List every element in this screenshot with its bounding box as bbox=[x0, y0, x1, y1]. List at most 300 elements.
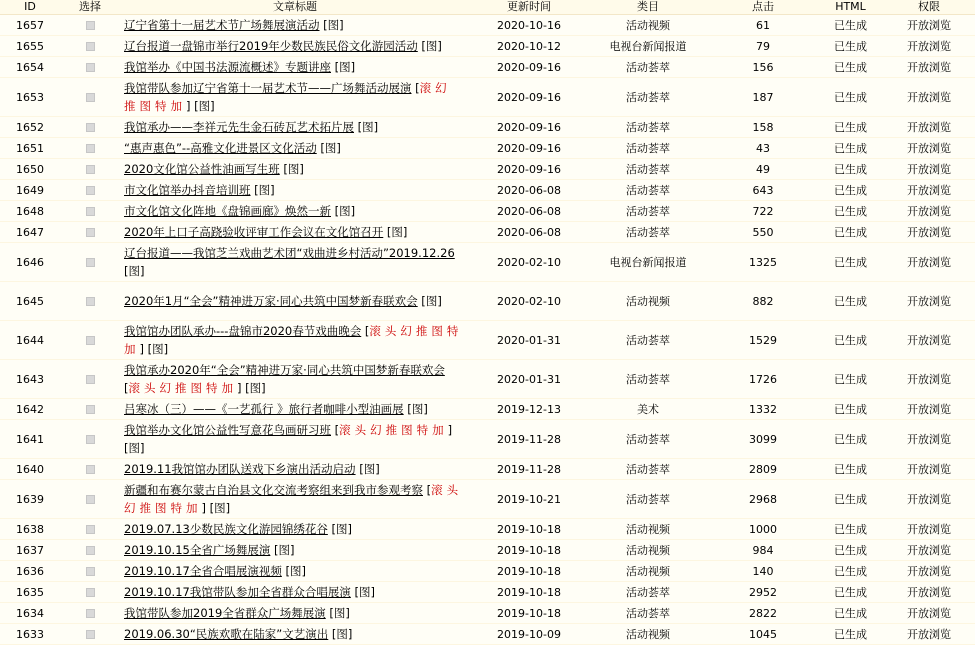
image-tag-link[interactable]: 图 bbox=[339, 204, 351, 218]
image-tag-link[interactable]: 图 bbox=[287, 162, 300, 176]
table-row bbox=[0, 15, 975, 36]
row-title-cell bbox=[120, 603, 470, 624]
image-tag-link[interactable]: 图 bbox=[336, 627, 348, 641]
row-title-cell bbox=[120, 243, 470, 282]
table-row bbox=[0, 180, 975, 201]
row-id: 1649 bbox=[0, 180, 60, 201]
table-body bbox=[0, 15, 975, 645]
row-title-cell bbox=[120, 36, 470, 57]
header-category: 类目 bbox=[588, 0, 708, 15]
row-time: 2019-10-18 bbox=[470, 561, 588, 582]
row-select-cell bbox=[60, 519, 120, 540]
row-title-cell bbox=[120, 582, 470, 603]
row-title-cell bbox=[120, 159, 470, 180]
row-category: 活动荟萃 bbox=[588, 360, 708, 399]
row-checkbox[interactable] bbox=[86, 165, 95, 174]
article-title-link[interactable]: 2019.10.17全省合唱展演视频 bbox=[124, 564, 282, 578]
row-html-status: 已生成 bbox=[818, 222, 883, 243]
row-select-cell bbox=[60, 222, 120, 243]
row-title-cell bbox=[120, 201, 470, 222]
row-permission: 开放浏览 bbox=[883, 519, 975, 540]
row-select-cell bbox=[60, 360, 120, 399]
row-permission: 开放浏览 bbox=[883, 561, 975, 582]
row-html-status: 已生成 bbox=[818, 78, 883, 117]
image-tag-link[interactable]: 图 bbox=[327, 18, 340, 32]
row-time: 2019-11-28 bbox=[470, 420, 588, 459]
article-title-link[interactable]: 2019.10.17我馆带队参加全省群众合唱展演 bbox=[124, 585, 351, 599]
row-id: 1644 bbox=[0, 321, 60, 360]
row-title-cell bbox=[120, 624, 470, 645]
header-select: 选择 bbox=[60, 0, 120, 15]
row-permission: 开放浏览 bbox=[883, 540, 975, 561]
row-category: 活动荟萃 bbox=[588, 201, 708, 222]
row-time: 2020-09-16 bbox=[470, 138, 588, 159]
article-title-link[interactable]: 2020年上口子高跷验收评审工作会议在文化馆召开 bbox=[124, 225, 384, 239]
image-tag-link[interactable]: 图 bbox=[425, 39, 438, 53]
row-title-cell bbox=[120, 138, 470, 159]
table-row bbox=[0, 201, 975, 222]
row-title-cell: 新疆和布赛尔蒙古自治县文化交流考察组来到我市参观考察 [滚头幻推图特加] [图] bbox=[120, 480, 470, 519]
image-tag: [图] bbox=[190, 99, 215, 113]
row-category: 活动荟萃 bbox=[588, 321, 708, 360]
row-html-status: 已生成 bbox=[818, 180, 883, 201]
table-row bbox=[0, 321, 975, 360]
row-category: 活动视频 bbox=[588, 15, 708, 36]
row-checkbox[interactable] bbox=[86, 609, 95, 618]
row-title-cell: 我馆承办2020年“全会”精神进万家·同心共筑中国梦新春联欢会 [滚头幻推图特加] [图] bbox=[120, 360, 470, 399]
row-checkbox[interactable] bbox=[86, 567, 95, 576]
row-title-cell bbox=[120, 540, 470, 561]
row-id: 1657 bbox=[0, 15, 60, 36]
row-permission: 开放浏览 bbox=[883, 117, 975, 138]
row-clicks: 140 bbox=[708, 561, 818, 582]
row-checkbox[interactable] bbox=[86, 405, 95, 414]
row-clicks: 2822 bbox=[708, 603, 818, 624]
table-row bbox=[0, 519, 975, 540]
row-time: 2019-10-09 bbox=[470, 624, 588, 645]
image-tag-link[interactable]: 图 bbox=[336, 522, 348, 536]
article-title-link[interactable]: 2019.11我馆馆办团队送戏下乡演出活动启动 bbox=[124, 462, 356, 476]
image-tag: [图] bbox=[124, 264, 145, 278]
row-time: 2020-09-16 bbox=[470, 78, 588, 117]
article-title-link[interactable]: 市文化馆文化阵地《盘锦画廊》焕然一新 bbox=[124, 204, 331, 218]
row-clicks: 643 bbox=[708, 180, 818, 201]
row-clicks: 187 bbox=[708, 78, 818, 117]
row-checkbox[interactable] bbox=[86, 42, 95, 51]
table-row bbox=[0, 582, 975, 603]
image-tag: [图] bbox=[328, 627, 353, 641]
row-permission: 开放浏览 bbox=[883, 603, 975, 624]
row-id: 1648 bbox=[0, 201, 60, 222]
row-html-status: 已生成 bbox=[818, 138, 883, 159]
table-row bbox=[0, 117, 975, 138]
image-tag-link[interactable]: 图 bbox=[362, 120, 374, 134]
table-row bbox=[0, 159, 975, 180]
row-permission: 开放浏览 bbox=[883, 420, 975, 459]
row-html-status: 已生成 bbox=[818, 519, 883, 540]
article-title-link[interactable]: 我馆带队参加2019全省群众广场舞展演 bbox=[124, 606, 326, 620]
article-title-link[interactable]: 我馆带队参加辽宁省第十一届艺术节——广场舞活动展演 bbox=[124, 81, 412, 95]
row-id: 1635 bbox=[0, 582, 60, 603]
row-checkbox[interactable] bbox=[86, 93, 95, 102]
row-id: 1652 bbox=[0, 117, 60, 138]
image-tag-link[interactable]: 图 bbox=[198, 99, 211, 113]
row-checkbox[interactable] bbox=[86, 495, 95, 504]
image-tag-link[interactable]: 图 bbox=[214, 501, 226, 515]
row-select-cell bbox=[60, 180, 120, 201]
table-row bbox=[0, 360, 975, 399]
row-clicks: 722 bbox=[708, 201, 818, 222]
image-tag-link[interactable]: 图 bbox=[363, 462, 376, 476]
image-tag: [图] bbox=[325, 606, 350, 620]
row-clicks: 1332 bbox=[708, 399, 818, 420]
row-permission: 开放浏览 bbox=[883, 57, 975, 78]
scroll-flag: 滚幻推图特加 bbox=[124, 81, 451, 113]
row-clicks: 158 bbox=[708, 117, 818, 138]
image-tag: [图] bbox=[331, 60, 356, 74]
row-checkbox[interactable] bbox=[86, 258, 95, 267]
image-tag: [图] bbox=[350, 585, 375, 599]
table-row bbox=[0, 420, 975, 459]
row-clicks: 61 bbox=[708, 15, 818, 36]
image-tag: [图] bbox=[417, 294, 442, 308]
article-title-link[interactable]: 市文化馆举办抖音培训班 bbox=[124, 183, 251, 197]
table-row bbox=[0, 399, 975, 420]
image-tag: [图] bbox=[281, 564, 306, 578]
row-select-cell bbox=[60, 624, 120, 645]
table-row bbox=[0, 57, 975, 78]
row-select-cell bbox=[60, 459, 120, 480]
row-html-status: 已生成 bbox=[818, 603, 883, 624]
row-select-cell bbox=[60, 420, 120, 459]
row-html-status: 已生成 bbox=[818, 540, 883, 561]
row-html-status: 已生成 bbox=[818, 159, 883, 180]
scroll-flag: 滚头幻推图特加 bbox=[339, 423, 448, 437]
article-title-link[interactable]: 我馆馆办团队承办---盘锦市2020春节戏曲晚会 bbox=[124, 324, 362, 338]
row-title-cell bbox=[120, 561, 470, 582]
row-time: 2019-10-18 bbox=[470, 603, 588, 624]
row-category: 电视台新闻报道 bbox=[588, 36, 708, 57]
image-tag: [图] bbox=[383, 225, 408, 239]
row-time: 2019-10-18 bbox=[470, 582, 588, 603]
row-clicks: 49 bbox=[708, 159, 818, 180]
row-id: 1643 bbox=[0, 360, 60, 399]
row-select-cell bbox=[60, 399, 120, 420]
row-html-status: 已生成 bbox=[818, 459, 883, 480]
row-category: 活动视频 bbox=[588, 561, 708, 582]
row-id: 1636 bbox=[0, 561, 60, 582]
row-select-cell bbox=[60, 243, 120, 282]
row-id: 1633 bbox=[0, 624, 60, 645]
row-permission: 开放浏览 bbox=[883, 243, 975, 282]
article-title-link[interactable]: 我馆承办——李祥元先生金石砖瓦艺术拓片展 bbox=[124, 120, 354, 134]
image-tag: [图] bbox=[319, 18, 344, 32]
row-clicks: 1726 bbox=[708, 360, 818, 399]
row-category: 电视台新闻报道 bbox=[588, 243, 708, 282]
article-title-link[interactable]: 2019.10.15全省广场舞展演 bbox=[124, 543, 271, 557]
image-tag: [图] bbox=[331, 204, 356, 218]
image-tag-link[interactable]: 图 bbox=[324, 141, 337, 155]
row-title-cell bbox=[120, 519, 470, 540]
article-title-link[interactable]: 我馆举办文化馆公益性写意花鸟画研习班 bbox=[124, 423, 331, 437]
row-permission: 开放浏览 bbox=[883, 480, 975, 519]
row-clicks: 1045 bbox=[708, 624, 818, 645]
row-category: 活动荟萃 bbox=[588, 222, 708, 243]
row-checkbox[interactable] bbox=[86, 21, 95, 30]
row-html-status: 已生成 bbox=[818, 282, 883, 321]
image-tag-link[interactable]: 图 bbox=[339, 60, 351, 74]
table-header-row bbox=[0, 0, 975, 15]
row-id: 1645 bbox=[0, 282, 60, 321]
row-checkbox[interactable] bbox=[86, 207, 95, 216]
row-permission: 开放浏览 bbox=[883, 399, 975, 420]
image-tag-link[interactable]: 图 bbox=[278, 543, 290, 557]
row-select-cell bbox=[60, 117, 120, 138]
article-title-link[interactable]: 2019.07.13少数民族文化游园锦绣花谷 bbox=[124, 522, 328, 536]
row-time: 2020-06-08 bbox=[470, 180, 588, 201]
image-tag-link[interactable]: 图 bbox=[290, 564, 302, 578]
row-select-cell bbox=[60, 561, 120, 582]
row-clicks: 156 bbox=[708, 57, 818, 78]
row-html-status: 已生成 bbox=[818, 321, 883, 360]
row-time: 2020-01-31 bbox=[470, 360, 588, 399]
row-html-status: 已生成 bbox=[818, 15, 883, 36]
row-select-cell bbox=[60, 582, 120, 603]
row-select-cell bbox=[60, 15, 120, 36]
row-checkbox[interactable] bbox=[86, 375, 95, 384]
row-clicks: 2809 bbox=[708, 459, 818, 480]
image-tag: [图] bbox=[355, 462, 380, 476]
row-id: 1638 bbox=[0, 519, 60, 540]
image-tag-link[interactable]: 图 bbox=[258, 183, 271, 197]
image-tag-link[interactable]: 图 bbox=[411, 402, 424, 416]
row-clicks: 1325 bbox=[708, 243, 818, 282]
row-id: 1646 bbox=[0, 243, 60, 282]
row-category: 活动荟萃 bbox=[588, 78, 708, 117]
article-title-link[interactable]: 辽台报道——我馆芝兰戏曲艺术团“戏曲进乡村活动”2019.12.26 bbox=[124, 246, 455, 260]
row-permission: 开放浏览 bbox=[883, 624, 975, 645]
image-tag-link[interactable]: 图 bbox=[425, 294, 438, 308]
row-html-status: 已生成 bbox=[818, 561, 883, 582]
row-category: 活动荟萃 bbox=[588, 582, 708, 603]
table-row bbox=[0, 78, 975, 117]
row-time: 2019-11-28 bbox=[470, 459, 588, 480]
article-title-link[interactable]: 2020文化馆公益性油画写生班 bbox=[124, 162, 280, 176]
row-html-status: 已生成 bbox=[818, 624, 883, 645]
table-row bbox=[0, 282, 975, 321]
row-html-status: 已生成 bbox=[818, 201, 883, 222]
image-tag-link[interactable]: 图 bbox=[333, 606, 346, 620]
header-id: ID bbox=[0, 0, 60, 15]
row-select-cell bbox=[60, 282, 120, 321]
row-category: 活动荟萃 bbox=[588, 57, 708, 78]
row-clicks: 1000 bbox=[708, 519, 818, 540]
image-tag: [图] bbox=[316, 141, 341, 155]
row-html-status: 已生成 bbox=[818, 243, 883, 282]
image-tag: [图] bbox=[241, 381, 266, 395]
row-time: 2020-10-12 bbox=[470, 36, 588, 57]
row-time: 2020-02-10 bbox=[470, 282, 588, 321]
row-permission: 开放浏览 bbox=[883, 78, 975, 117]
article-title-link[interactable]: 2020年1月“全会”精神进万家·同心共筑中国梦新春联欢会 bbox=[124, 294, 418, 308]
row-checkbox[interactable] bbox=[86, 546, 95, 555]
row-category: 活动荟萃 bbox=[588, 159, 708, 180]
row-select-cell bbox=[60, 321, 120, 360]
table-row bbox=[0, 480, 975, 519]
row-select-cell bbox=[60, 603, 120, 624]
article-title-link[interactable]: 我馆举办《中国书法源流概述》专题讲座 bbox=[124, 60, 331, 74]
row-title-cell bbox=[120, 399, 470, 420]
article-title-link[interactable]: 辽宁省第十一届艺术节广场舞展演活动 bbox=[124, 18, 320, 32]
row-select-cell bbox=[60, 78, 120, 117]
image-tag: [图] bbox=[144, 342, 169, 356]
row-select-cell bbox=[60, 480, 120, 519]
row-permission: 开放浏览 bbox=[883, 180, 975, 201]
image-tag: [图] bbox=[124, 441, 145, 455]
row-checkbox[interactable] bbox=[86, 588, 95, 597]
row-id: 1641 bbox=[0, 420, 60, 459]
row-checkbox[interactable] bbox=[86, 63, 95, 72]
row-title-cell: 我馆带队参加辽宁省第十一届艺术节——广场舞活动展演 [滚幻推图特加] [图] bbox=[120, 78, 470, 117]
table-row bbox=[0, 561, 975, 582]
image-tag: [图] bbox=[327, 522, 352, 536]
row-select-cell bbox=[60, 57, 120, 78]
image-tag: [图] bbox=[206, 501, 231, 515]
article-title-link[interactable]: 2019.06.30“民族欢歌在陆家”文艺演出 bbox=[124, 627, 329, 641]
table-row bbox=[0, 36, 975, 57]
row-title-cell: 我馆举办文化馆公益性写意花鸟画研习班 [滚头幻推图特加] [图] bbox=[120, 420, 470, 459]
row-clicks: 1529 bbox=[708, 321, 818, 360]
row-title-cell bbox=[120, 282, 470, 321]
image-tag-link[interactable]: 图 bbox=[249, 381, 262, 395]
row-html-status: 已生成 bbox=[818, 399, 883, 420]
row-id: 1639 bbox=[0, 480, 60, 519]
row-category: 活动视频 bbox=[588, 519, 708, 540]
row-time: 2019-10-18 bbox=[470, 519, 588, 540]
row-clicks: 882 bbox=[708, 282, 818, 321]
article-title-link[interactable]: 辽台报道一盘锦市举行2019年少数民族民俗文化游园活动 bbox=[124, 39, 418, 53]
image-tag-link[interactable]: 图 bbox=[391, 225, 403, 239]
row-title-cell bbox=[120, 117, 470, 138]
article-title-link[interactable]: 新疆和布赛尔蒙古自治县文化交流考察组来到我市参观考察 bbox=[124, 483, 423, 497]
row-html-status: 已生成 bbox=[818, 480, 883, 519]
row-time: 2020-10-16 bbox=[470, 15, 588, 36]
image-tag-link[interactable]: 图 bbox=[152, 342, 164, 356]
row-permission: 开放浏览 bbox=[883, 201, 975, 222]
row-permission: 开放浏览 bbox=[883, 36, 975, 57]
row-permission: 开放浏览 bbox=[883, 582, 975, 603]
row-id: 1653 bbox=[0, 78, 60, 117]
row-select-cell bbox=[60, 36, 120, 57]
row-permission: 开放浏览 bbox=[883, 360, 975, 399]
image-tag: [图] bbox=[417, 39, 442, 53]
row-time: 2020-06-08 bbox=[470, 222, 588, 243]
row-clicks: 3099 bbox=[708, 420, 818, 459]
row-clicks: 984 bbox=[708, 540, 818, 561]
row-id: 1650 bbox=[0, 159, 60, 180]
row-checkbox[interactable] bbox=[86, 297, 95, 306]
row-permission: 开放浏览 bbox=[883, 321, 975, 360]
row-time: 2020-09-16 bbox=[470, 57, 588, 78]
image-tag-link[interactable]: 图 bbox=[359, 585, 371, 599]
image-tag: [图] bbox=[354, 120, 379, 134]
image-tag: [图] bbox=[279, 162, 304, 176]
row-id: 1642 bbox=[0, 399, 60, 420]
row-permission: 开放浏览 bbox=[883, 15, 975, 36]
article-title-link[interactable]: 吕寒冰（三）——《一艺孤行 》旅行者咖啡小型油画展 bbox=[124, 402, 404, 416]
row-clicks: 550 bbox=[708, 222, 818, 243]
image-tag: [图] bbox=[270, 543, 295, 557]
row-html-status: 已生成 bbox=[818, 582, 883, 603]
row-id: 1655 bbox=[0, 36, 60, 57]
row-category: 活动荟萃 bbox=[588, 138, 708, 159]
article-title-link[interactable]: “惠声惠色”--高雅文化进景区文化活动 bbox=[124, 141, 317, 155]
table-row bbox=[0, 222, 975, 243]
row-id: 1651 bbox=[0, 138, 60, 159]
row-clicks: 2952 bbox=[708, 582, 818, 603]
row-category: 活动荟萃 bbox=[588, 480, 708, 519]
row-clicks: 43 bbox=[708, 138, 818, 159]
scroll-flag: 滚头幻推图特加 bbox=[128, 381, 237, 395]
row-checkbox[interactable] bbox=[86, 525, 95, 534]
row-html-status: 已生成 bbox=[818, 420, 883, 459]
row-permission: 开放浏览 bbox=[883, 138, 975, 159]
row-permission: 开放浏览 bbox=[883, 282, 975, 321]
row-category: 活动荟萃 bbox=[588, 180, 708, 201]
table-row bbox=[0, 624, 975, 645]
row-time: 2020-09-16 bbox=[470, 117, 588, 138]
row-id: 1640 bbox=[0, 459, 60, 480]
image-tag-link[interactable]: 图 bbox=[128, 264, 140, 278]
row-checkbox[interactable] bbox=[86, 144, 95, 153]
row-clicks: 2968 bbox=[708, 480, 818, 519]
row-checkbox[interactable] bbox=[86, 123, 95, 132]
header-time: 更新时间 bbox=[470, 0, 588, 15]
row-title-cell bbox=[120, 57, 470, 78]
table-row bbox=[0, 243, 975, 282]
scroll-flag: 滚头幻推图特加 bbox=[124, 324, 463, 356]
article-title-link[interactable]: 我馆承办2020年“全会”精神进万家·同心共筑中国梦新春联欢会 bbox=[124, 363, 445, 377]
image-tag: [图] bbox=[403, 402, 428, 416]
row-checkbox[interactable] bbox=[86, 630, 95, 639]
row-category: 活动视频 bbox=[588, 282, 708, 321]
row-select-cell bbox=[60, 201, 120, 222]
row-category: 活动视频 bbox=[588, 540, 708, 561]
row-html-status: 已生成 bbox=[818, 360, 883, 399]
row-checkbox[interactable] bbox=[86, 465, 95, 474]
row-title-cell bbox=[120, 180, 470, 201]
row-checkbox[interactable] bbox=[86, 435, 95, 444]
row-time: 2020-06-08 bbox=[470, 201, 588, 222]
row-html-status: 已生成 bbox=[818, 117, 883, 138]
image-tag-link[interactable]: 图 bbox=[128, 441, 140, 455]
row-title-cell bbox=[120, 459, 470, 480]
row-select-cell bbox=[60, 540, 120, 561]
table-row bbox=[0, 540, 975, 561]
row-permission: 开放浏览 bbox=[883, 459, 975, 480]
row-id: 1647 bbox=[0, 222, 60, 243]
row-checkbox[interactable] bbox=[86, 186, 95, 195]
row-checkbox[interactable] bbox=[86, 228, 95, 237]
row-id: 1654 bbox=[0, 57, 60, 78]
row-category: 活动荟萃 bbox=[588, 117, 708, 138]
header-title: 文章标题 bbox=[120, 0, 470, 15]
row-select-cell bbox=[60, 138, 120, 159]
row-category: 美术 bbox=[588, 399, 708, 420]
row-time: 2019-12-13 bbox=[470, 399, 588, 420]
row-checkbox[interactable] bbox=[86, 336, 95, 345]
row-time: 2020-01-31 bbox=[470, 321, 588, 360]
